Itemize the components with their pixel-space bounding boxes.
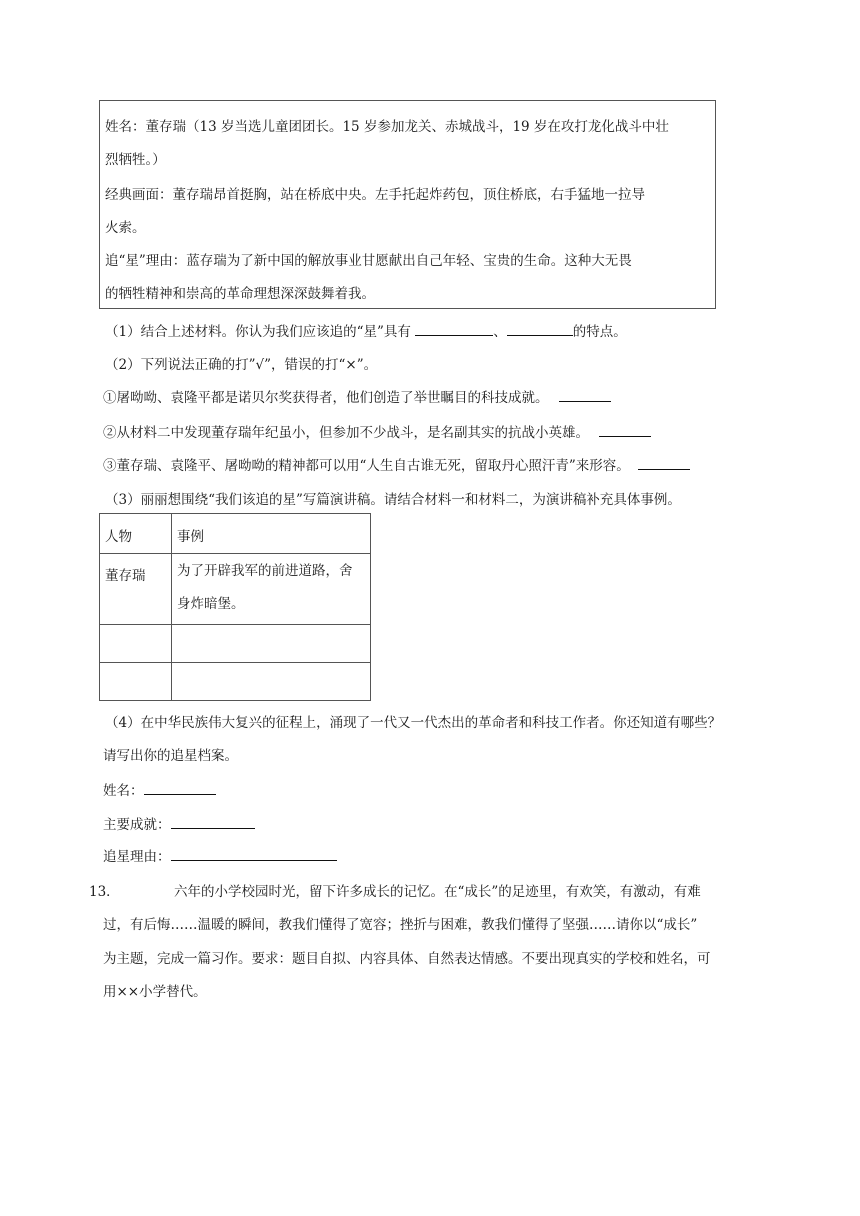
item-number: ② <box>103 425 117 441</box>
item-text: 董存瑞、袁隆平、屠呦呦的精神都可以用“人生自古谁无死，留取丹心照汗青”来形容。 <box>116 458 630 474</box>
material-box <box>99 100 716 309</box>
material-line: 烈牺牲。） <box>105 152 166 168</box>
question-1-sep: 、 <box>493 324 507 340</box>
question-2-item <box>103 421 651 441</box>
profile-name-field <box>103 779 216 799</box>
table-cell-empty[interactable] <box>172 663 371 701</box>
table-cell-empty[interactable] <box>100 625 172 663</box>
question-13-line: 六年的小学校园时光，留下许多成长的记忆。在“成长”的足迹里，有欢笑，有激动，有难 <box>174 884 701 900</box>
field-label: 追星理由： <box>103 849 171 865</box>
question-13-line: 过，有后悔……温暖的瞬间，教我们懂得了宽容；挫折与困难，教我们懂得了坚强……请你以“成长” <box>103 917 698 933</box>
table-header: 人物 <box>100 514 172 554</box>
answer-blank[interactable] <box>638 455 690 470</box>
question-4-line: （4）在中华民族伟大复兴的征程上，涌现了一代又一代杰出的革命者和科技工作者。你还知道有哪些？ <box>105 715 722 731</box>
question-2-item <box>103 454 690 474</box>
answer-blank[interactable] <box>171 814 255 829</box>
item-text: 屠呦呦、袁隆平都是诺贝尔奖获得者，他们创造了举世瞩目的科技成就。 <box>116 390 549 406</box>
material-line: 的牺牲精神和崇高的革命理想深深鼓舞着我。 <box>105 286 375 302</box>
table-cell: 董存瑞 <box>100 554 172 625</box>
table-cell-line: 为了开辟我军的前进道路，舍 <box>177 563 353 579</box>
material-line: 火索。 <box>105 220 146 236</box>
question-2-title: （2）下列说法正确的打”√”，错误的打“×”。 <box>105 357 378 373</box>
table-cell-line: 身炸暗堡。 <box>177 596 245 612</box>
item-number: ① <box>103 390 117 406</box>
table-cell-empty[interactable] <box>100 663 172 701</box>
question-1 <box>105 320 627 340</box>
material-line: 追“星”理由：蓝存瑞为了新中国的解放事业甘愿献出自己年轻、宝贵的生命。这种大无畏 <box>105 253 632 269</box>
profile-reason-field <box>103 845 337 865</box>
table-cell-empty[interactable] <box>172 625 371 663</box>
answer-blank[interactable] <box>171 846 337 861</box>
profile-achievement-field <box>103 813 255 833</box>
field-label: 主要成就： <box>103 817 171 833</box>
question-13-line: 用××小学替代。 <box>103 984 207 1000</box>
question-3-title: （3）丽丽想围绕“我们该追的星”写篇演讲稿。请结合材料一和材料二，为演讲稿补充具体事例。 <box>105 492 681 508</box>
material-line: 经典画面：董存瑞昂首挺胸，站在桥底中央。左手托起炸药包，顶住桥底，右手猛地一拉导 <box>105 187 645 203</box>
question-13-number: 13． <box>89 884 120 900</box>
item-text: 从材料二中发现董存瑞年纪虽小，但参加不少战斗，是名副其实的抗战小英雄。 <box>116 425 589 441</box>
answer-blank[interactable] <box>415 321 493 336</box>
table-header: 事例 <box>172 514 371 554</box>
answer-blank[interactable] <box>144 780 216 795</box>
question-1-suffix: 的特点。 <box>572 324 627 340</box>
example-table <box>99 513 371 701</box>
item-number: ③ <box>103 458 117 474</box>
answer-blank[interactable] <box>559 387 611 402</box>
field-label: 姓名： <box>103 783 144 799</box>
table-cell <box>172 554 371 625</box>
question-4-line: 请写出你的追星档案。 <box>103 748 238 764</box>
material-line: 姓名：董存瑞（13 岁当选儿童团团长。15 岁参加龙关、赤城战斗，19 岁在攻打龙化战斗中壮 <box>105 119 669 135</box>
question-1-prefix: （1）结合上述材料。你认为我们应该追的“星”具有 <box>105 324 411 340</box>
question-13-line: 为主题，完成一篇习作。要求：题目自拟、内容具体、自然表达情感。不要出现真实的学校和姓名，可 <box>103 951 711 967</box>
answer-blank[interactable] <box>599 422 651 437</box>
question-2-item <box>103 386 611 406</box>
answer-blank[interactable] <box>507 321 573 336</box>
